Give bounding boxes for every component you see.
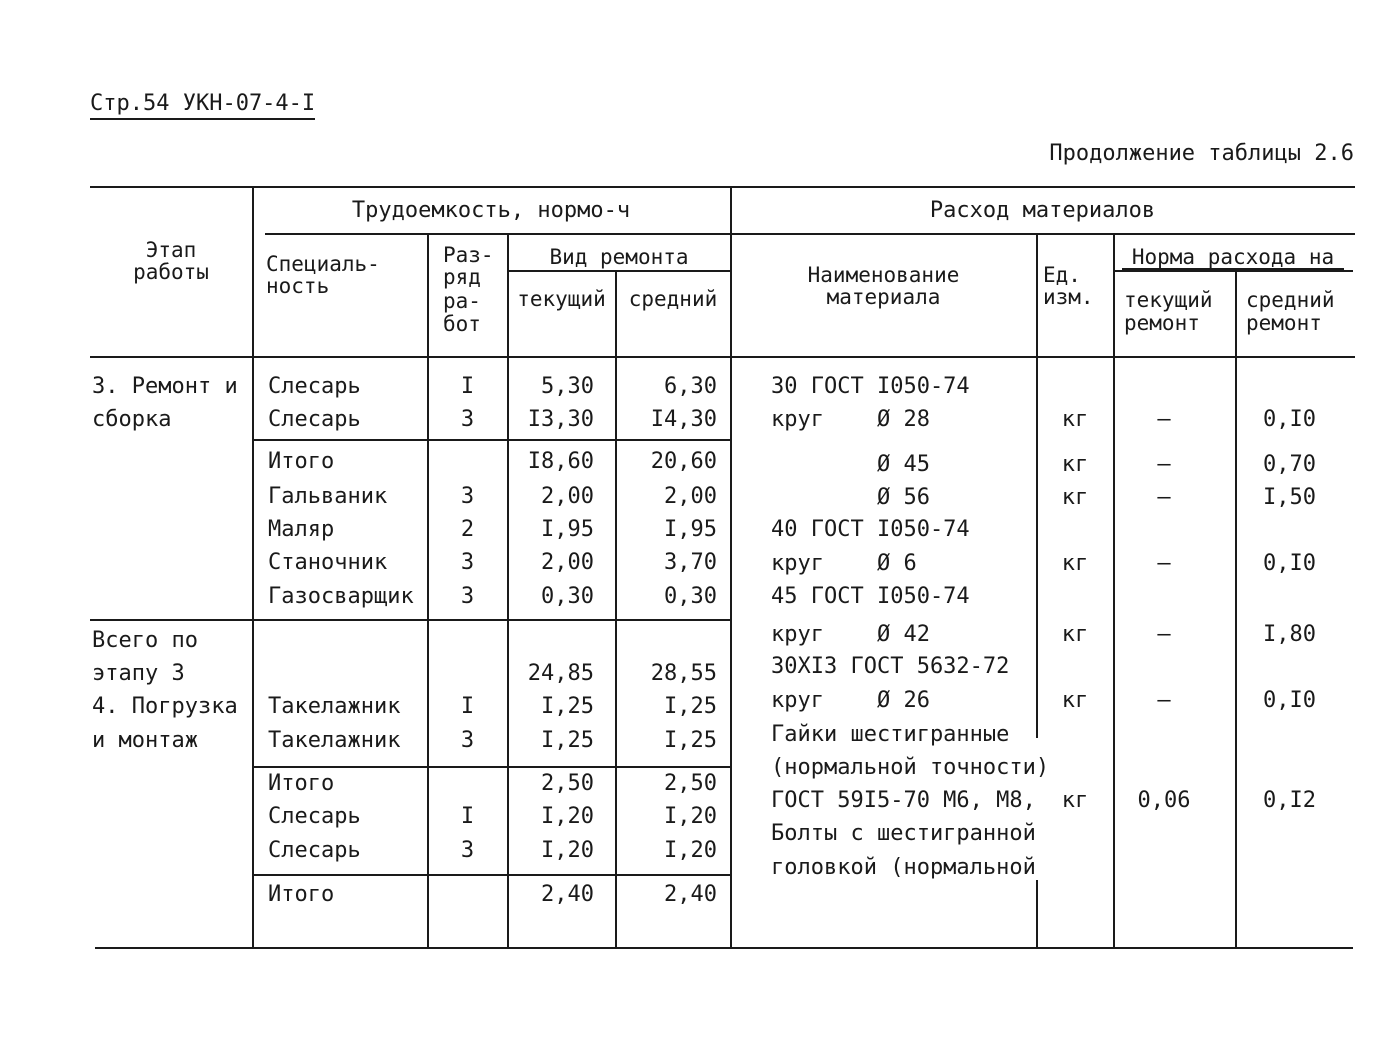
norm-current-header-line2: ремонт [1124,311,1200,335]
unit-header-line1: Ед. [1043,263,1081,287]
repair-type-rule [508,270,730,272]
labor-medium: I,20 [664,838,717,863]
labor-medium: 28,55 [650,661,717,686]
labor-specialty: Итого [268,771,335,796]
labor-medium: I,95 [664,517,717,542]
labor-current: 2,00 [541,550,594,575]
top-rule [90,186,1355,188]
stage-3-line1: 3. Ремонт и [92,374,238,399]
material-norm-current: – [1157,452,1171,477]
material-name: Гайки шестигранные [771,722,1010,747]
header-bottom-rule [90,356,1355,358]
material-norm-medium: I,80 [1263,622,1316,647]
material-name: 40 ГОСТ I050-74 [771,517,970,542]
labor-current: 5,30 [541,374,594,399]
grade-header-line1: Раз- [443,243,494,267]
material-name-header-line2: материала [826,285,941,309]
col-rule-stage [252,186,254,948]
norm-header: Норма расхода на [1122,248,1344,270]
material-norm-medium: 0,I0 [1263,688,1316,713]
material-unit: кг [1061,407,1089,432]
labor-grade: 3 [460,550,475,575]
grade-header-line2: ряд [443,265,481,289]
material-unit: кг [1061,452,1089,477]
material-name: круг Ø 6 [771,551,917,576]
labor-grade: 3 [460,584,475,609]
material-name-header-line1: Наименование [807,263,960,287]
col-rule-unit [1113,233,1115,948]
material-unit: кг [1061,688,1089,713]
stage-4-line2: и монтаж [92,728,198,753]
labor-grade: 3 [460,728,475,753]
col-rule-norm-current [1235,270,1237,948]
table-caption: Продолжение таблицы 2.6 [1049,141,1354,166]
labor-group-header: Трудоемкость, нормо-ч [351,198,631,223]
labor-current: I,25 [541,694,594,719]
norm-medium-header-line2: ремонт [1246,311,1322,335]
material-name: 45 ГОСТ I050-74 [771,584,970,609]
material-name: круг Ø 28 [771,407,930,432]
labor-current: I3,30 [527,407,594,432]
col-rule-material [1036,233,1038,738]
labor-grade: I [460,694,475,719]
material-norm-medium: I,50 [1263,485,1316,510]
labor-current: 2,40 [541,882,594,907]
labor-specialty: Газосварщик [268,584,414,609]
material-name: ГОСТ 59I5-70 М6, М8, [771,788,1036,813]
material-unit: кг [1061,622,1089,647]
labor-specialty: Слесарь [268,838,361,863]
labor-grade: I [460,374,475,399]
labor-medium: 0,30 [664,584,717,609]
labor-specialty: Станочник [268,550,388,575]
labor-grade: I [460,804,475,829]
labor-current: 0,30 [541,584,594,609]
bottom-rule [95,947,1353,949]
labor-specialty: Маляр [268,517,335,542]
labor-current: I,25 [541,728,594,753]
material-norm-medium: 0,I0 [1263,407,1316,432]
grade-header-line3: ра- [443,289,481,313]
labor-specialty: Итого [268,449,335,474]
grade-header-line4: бот [443,312,481,336]
stage-header-line1: Этап [145,238,197,262]
materials-group-header: Расход материалов [929,198,1156,223]
norm-current-header-line1: текущий [1124,288,1213,312]
col-rule-material-lower [1036,880,1038,948]
material-name: круг Ø 42 [771,622,930,647]
labor-medium: 2,40 [664,882,717,907]
labor-medium: 6,30 [664,374,717,399]
material-norm-current: – [1157,485,1171,510]
labor-medium: 2,50 [664,771,717,796]
labor-grade: 3 [460,407,475,432]
labor-current: 2,50 [541,771,594,796]
group-rule-4 [253,874,730,876]
labor-specialty: Слесарь [268,407,361,432]
labor-specialty: Такелажник [268,694,401,719]
labor-grade: 2 [460,517,475,542]
labor-medium: I4,30 [650,407,717,432]
group-rule-1 [253,439,730,441]
material-unit: кг [1061,788,1089,813]
specialty-header-line2: ность [266,274,330,298]
labor-medium: 20,60 [650,449,717,474]
material-unit: кг [1061,485,1089,510]
page-reference: Стр.54 УКН-07-4-I [90,93,315,120]
labor-current: I8,60 [527,449,594,474]
labor-specialty: Слесарь [268,374,361,399]
labor-medium: I,25 [664,694,717,719]
material-name: 30ХI3 ГОСТ 5632-72 [771,654,1010,679]
labor-current: I,20 [541,804,594,829]
group-rule-2 [90,619,730,621]
labor-current: 2,00 [541,484,594,509]
labor-medium: 3,70 [664,550,717,575]
labor-medium: I,25 [664,728,717,753]
material-norm-current: – [1157,688,1171,713]
material-norm-current: 0,06 [1137,788,1191,813]
stage-header-line2: работы [133,260,209,284]
norm-rule [1113,270,1353,272]
unit-header-line2: изм. [1043,285,1094,309]
labor-grade: 3 [460,484,475,509]
stage-4-line1: 4. Погрузка [92,694,238,719]
material-name: Ø 56 [771,485,930,510]
labor-specialty: Итого [268,882,335,907]
material-norm-current: – [1157,622,1171,647]
labor-current: I,95 [541,517,594,542]
current-header: текущий [517,287,606,311]
labor-specialty: Гальваник [268,484,388,509]
material-name: (нормальной точности) [771,755,1050,780]
material-name: Болты с шестигранной [771,821,1036,846]
material-norm-current: – [1157,407,1171,432]
material-unit: кг [1061,551,1089,576]
material-name: головкой (нормальной [771,855,1036,880]
material-name: круг Ø 26 [771,688,930,713]
labor-specialty: Слесарь [268,804,361,829]
stage-3-line2: сборка [92,407,172,432]
material-norm-medium: 0,I0 [1263,551,1316,576]
material-name: 30 ГОСТ I050-74 [771,374,970,399]
stage-3-total-line2: этапу 3 [92,661,185,686]
labor-specialty: Такелажник [268,728,401,753]
medium-header: средний [628,287,718,311]
labor-grade: 3 [460,838,475,863]
group-rule-3 [253,766,730,768]
norm-medium-header-line1: средний [1246,288,1335,312]
labor-current: 24,85 [527,661,594,686]
material-norm-current: – [1157,551,1171,576]
labor-medium: I,20 [664,804,717,829]
stage-3-total-line1: Всего по [92,628,198,653]
labor-current: I,20 [541,838,594,863]
specialty-header-line1: Специаль- [266,252,380,276]
material-norm-medium: 0,70 [1263,452,1316,477]
material-norm-medium: 0,I2 [1263,788,1316,813]
material-name: Ø 45 [771,452,930,477]
repair-type-header: Вид ремонта [549,245,689,269]
labor-medium: 2,00 [664,484,717,509]
